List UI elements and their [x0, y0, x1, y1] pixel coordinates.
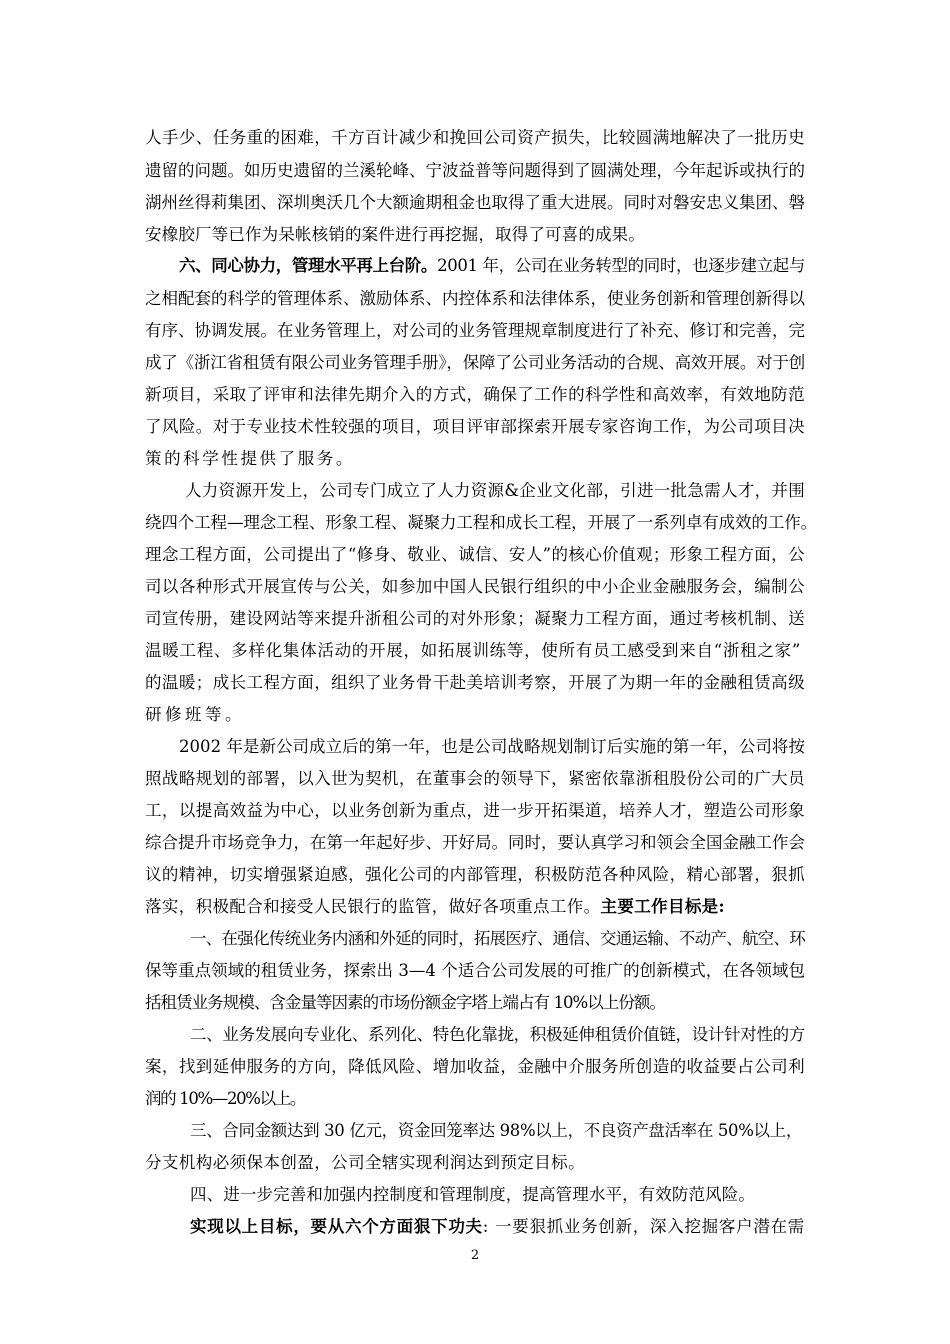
text-line: 之相配套的科学的管理体系、激励体系、内控体系和法律体系，使业务创新和管理创新得以	[145, 289, 805, 308]
text-line: 一、在强化传统业务内涵和外延的同时，拓展医疗、通信、交通运输、不动产、航空、环	[190, 929, 805, 948]
text-line: 司宣传册，建设网站等来提升浙租公司的对外形象；凝聚力工程方面，通过考核机制、送	[145, 609, 805, 628]
text-line: 理念工程方面，公司提出了“修身、敬业、诚信、安人”的核心价值观；形象工程方面，公	[145, 545, 805, 564]
text-line: 工，以提高效益为中心，以业务创新为重点，进一步开拓渠道，培养人才，塑造公司形象	[145, 801, 805, 820]
text-line: 司以各种形式开展宣传与公关，如参加中国人民银行组织的中小企业金融服务会，编制公	[145, 577, 805, 596]
text-line: 湖州丝得莉集团、深圳奥沃几个大额逾期租金也取得了重大进展。同时对磐安忠义集团、磐	[145, 193, 805, 212]
text-line: 温暖工程、多样化集体活动的开展，如拓展训练等，使所有员工感受到来自“浙租之家”	[145, 641, 801, 660]
text-line: 三、合同金额达到 30 亿元，资金回笼率达 98%以上，不良资产盘活率在 50%以上，	[190, 1121, 802, 1140]
text-line: 保等重点领域的租赁业务，探索出 3—4 个适合公司发展的可推广的创新模式，在各领域包	[145, 961, 805, 980]
text-line: 括租赁业务规模、含金量等因素的市场份额金字塔上端占有 10%以上份额。	[145, 993, 665, 1012]
measures-heading: 实现以上目标，要从六个方面狠下功夫	[190, 1217, 483, 1236]
text-line: 遗留的问题。如历史遗留的兰溪轮峰、宁波益普等问题得到了圆满处理，今年起诉或执行的	[145, 161, 805, 180]
page-number: 2	[470, 1248, 480, 1263]
text-line: 安橡胶厂等已作为呆帐核销的案件进行再挖掘，取得了可喜的成果。	[145, 225, 645, 244]
text-line: 策的科学性提供了服务。	[145, 449, 355, 468]
text-line: 实现以上目标，要从六个方面狠下功夫: 一要狠抓业务创新，深入挖掘客户潜在需	[190, 1217, 805, 1236]
goals-heading: 主要工作目标是:	[600, 897, 725, 916]
text-line: 分支机构必须保本创盈，公司全辖实现利润达到预定目标。	[145, 1153, 585, 1172]
text-line: 人手少、任务重的困难，千方百计减少和挽回公司资产损失，比较圆满地解决了一批历史	[145, 128, 805, 147]
text-line: 案，找到延伸服务的方向，降低风险、增加收益，金融中介服务所创造的收益要占公司利	[145, 1057, 805, 1076]
text-line: 六、同心协力，管理水平再上台阶。2001 年，公司在业务转型的同时，也逐步建立起与	[179, 256, 805, 275]
text-line: 成了《浙江省租赁有限公司业务管理手册》，保障了公司业务活动的合规、高效开展。对于创	[145, 353, 805, 372]
text-line: 润的 10%—20%以上。	[145, 1089, 305, 1108]
text-line: 照战略规划的部署，以入世为契机，在董事会的领导下，紧密依靠浙租股份公司的广大员	[145, 769, 805, 788]
text-line: 新项目，采取了评审和法律先期介入的方式，确保了工作的科学性和高效率，有效地防范	[145, 385, 805, 404]
text-line: 2002 年是新公司成立后的第一年，也是公司战略规划制订后实施的第一年，公司将按	[179, 737, 805, 756]
section-heading: 六、同心协力，管理水平再上台阶。	[179, 256, 438, 275]
text-line: 人力资源开发上，公司专门成立了人力资源&企业文化部，引进一批急需人才，并围	[185, 481, 805, 500]
text-line: 议的精神，切实增强紧迫感，强化公司的内部管理，积极防范各种风险，精心部署，狠抓	[145, 865, 805, 884]
text-line: 二、业务发展向专业化、系列化、特色化靠拢，积极延伸租赁价值链，设计针对性的方	[190, 1025, 805, 1044]
text-line: 有序、协调发展。在业务管理上，对公司的业务管理规章制度进行了补充、修订和完善，完	[145, 321, 805, 340]
text-line: 四、进一步完善和加强内控制度和管理制度，提高管理水平，有效防范风险。	[190, 1185, 755, 1204]
text-line: 绕四个工程—理念工程、形象工程、凝聚力工程和成长工程，开展了一系列卓有成效的工作。	[145, 513, 817, 532]
text-line: 综合提升市场竞争力，在第一年起好步、开好局。同时，要认真学习和领会全国金融工作会	[145, 833, 805, 852]
text-line: 的温暖；成长工程方面，组织了业务骨干赴美培训考察，开展了为期一年的金融租赁高级	[145, 673, 805, 692]
text-line: 落实，积极配合和接受人民银行的监管，做好各项重点工作。主要工作目标是:	[145, 897, 725, 916]
text-line: 了风险。对于专业技术性较强的项目，项目评审部探索开展专家咨询工作，为公司项目决	[145, 417, 805, 436]
text-line: 研修班等。	[145, 705, 245, 724]
